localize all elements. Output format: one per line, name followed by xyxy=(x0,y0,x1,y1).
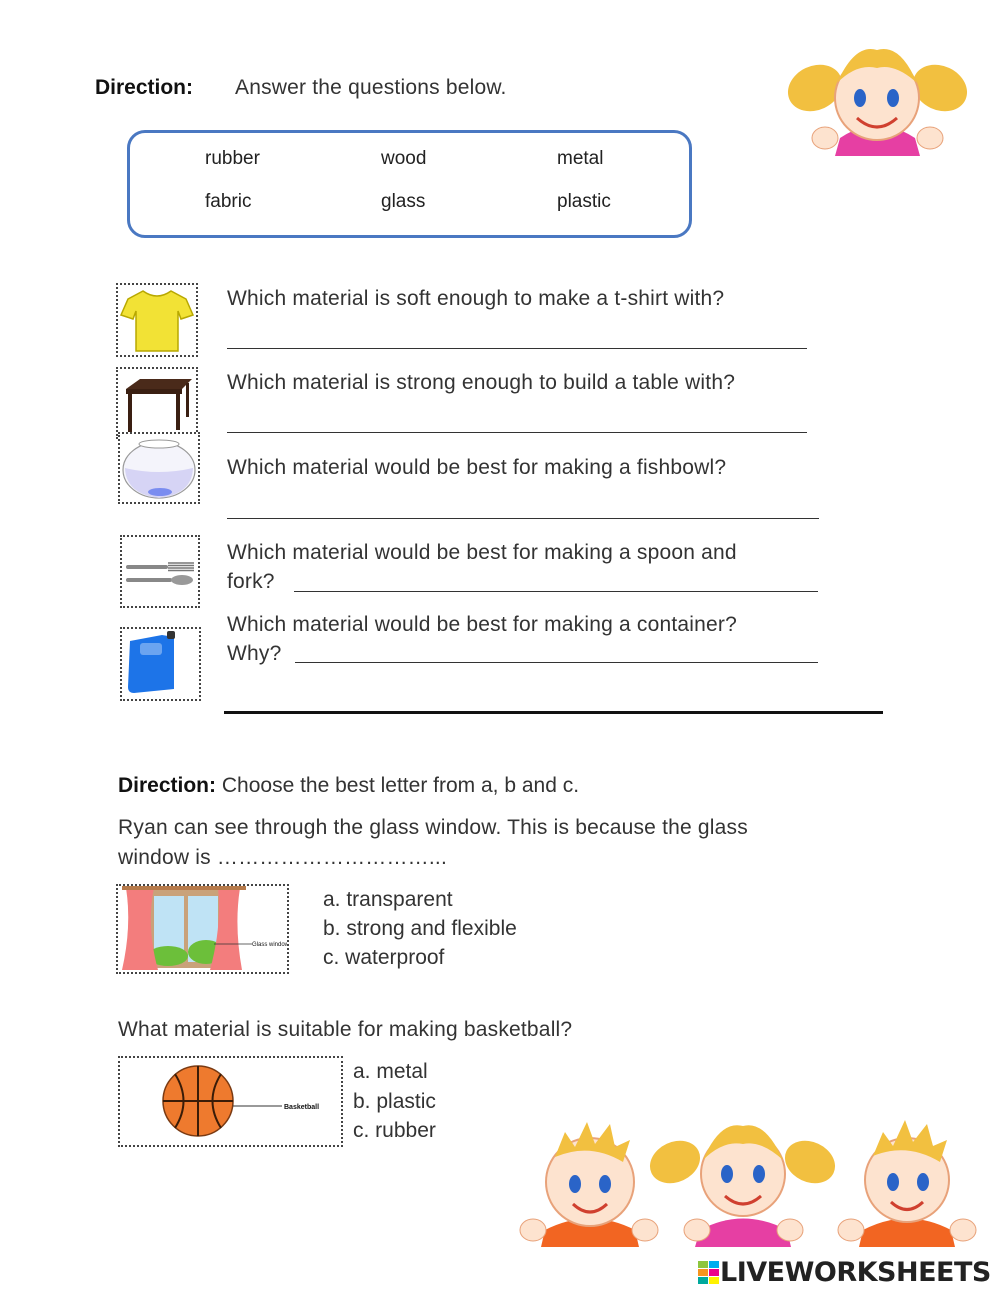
container-image xyxy=(120,627,201,701)
girl-illustration xyxy=(785,28,970,156)
question-5: Which material would be best for making a container? xyxy=(227,613,737,636)
word-bank xyxy=(127,130,692,238)
cutlery-icon xyxy=(122,537,198,606)
basketball-image xyxy=(118,1056,343,1147)
window-image xyxy=(116,884,289,974)
word-bank-item: metal xyxy=(557,148,604,169)
direction-label: Direction: xyxy=(95,76,194,99)
fishbowl-icon xyxy=(120,434,198,502)
question-1: Which material is soft enough to make a t-shirt with? xyxy=(227,287,725,310)
answer-line-4[interactable] xyxy=(294,591,818,592)
mcq-1-option-b[interactable]: b. strong and flexible xyxy=(323,917,517,940)
answer-line-1[interactable] xyxy=(227,348,807,349)
question-2: Which material is strong enough to build a table with? xyxy=(227,371,736,394)
mcq-1-option-a[interactable]: a. transparent xyxy=(323,888,453,911)
mcq-1-question: Ryan can see through the glass window. This is because the glass xyxy=(118,816,748,839)
basketball-label: Basketball xyxy=(284,1104,320,1111)
question-5-cont: Why? xyxy=(227,642,282,665)
liveworksheets-logo xyxy=(698,1257,991,1288)
word-bank-item: plastic xyxy=(557,191,611,212)
basketball-icon xyxy=(120,1058,341,1145)
kids-illustration xyxy=(515,1112,980,1247)
table-image xyxy=(116,367,198,439)
question-3: Which material would be best for making a fishbowl? xyxy=(227,456,727,479)
direction-2 xyxy=(118,774,579,798)
mcq-2-question: What material is suitable for making basketball? xyxy=(118,1018,573,1041)
mcq-2-option-c[interactable]: c. rubber xyxy=(353,1119,436,1142)
mcq-2-option-b[interactable]: b. plastic xyxy=(353,1090,436,1113)
window-icon xyxy=(118,886,287,972)
container-icon xyxy=(122,629,199,699)
answer-line-2[interactable] xyxy=(227,432,807,433)
mcq-2-option-a[interactable]: a. metal xyxy=(353,1060,428,1083)
question-4: Which material would be best for making a spoon and xyxy=(227,541,737,564)
direction-text: Answer the questions below. xyxy=(235,76,507,99)
answer-line-5-extra[interactable] xyxy=(224,711,883,714)
word-bank-item: fabric xyxy=(205,191,252,212)
word-bank-item: glass xyxy=(381,191,426,212)
tshirt-image xyxy=(116,283,198,357)
brand-text: LIVEWORKSHEETS xyxy=(720,1257,991,1288)
window-label: Glass window xyxy=(252,942,287,948)
cutlery-image xyxy=(120,535,200,608)
answer-line-3[interactable] xyxy=(227,518,819,519)
mcq-1-question-cont: window is …………………………... xyxy=(118,846,447,869)
fishbowl-image xyxy=(118,432,200,504)
liveworksheets-icon xyxy=(698,1261,720,1285)
answer-line-5[interactable] xyxy=(295,662,818,663)
direction-text-2: Choose the best letter from a, b and c. xyxy=(221,774,580,797)
table-icon xyxy=(118,369,196,437)
word-bank-item: rubber xyxy=(205,148,260,169)
question-4-cont: fork? xyxy=(227,570,275,593)
tshirt-icon xyxy=(118,285,196,355)
word-bank-item: wood xyxy=(381,148,427,169)
direction-label-2: Direction: xyxy=(118,774,217,797)
mcq-1-option-c[interactable]: c. waterproof xyxy=(323,946,445,969)
